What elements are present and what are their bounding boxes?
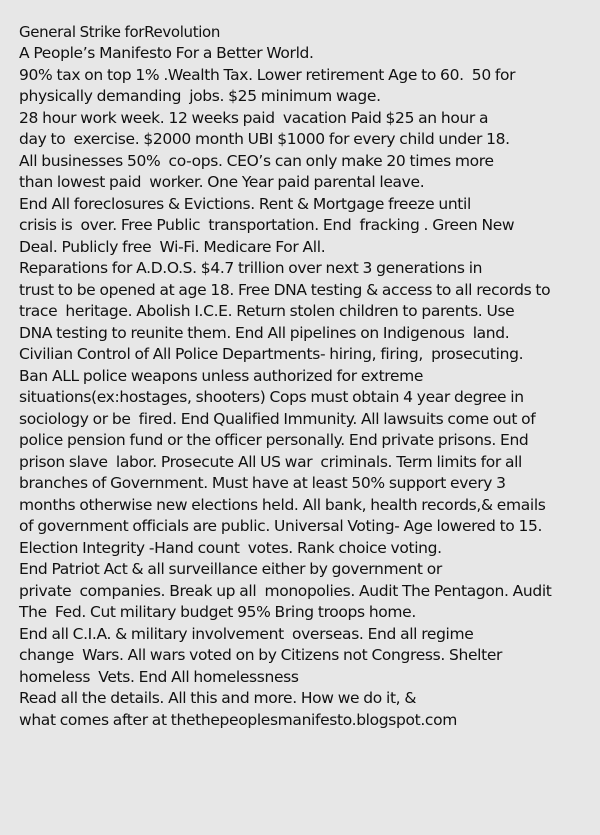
text-line-10: Deal. Publicly free Wi-Fi. Medicare For All. — [19, 237, 326, 256]
text-line-12: trust to be opened at age 18. Free DNA testing & access to all records to — [19, 280, 551, 299]
text-line-32: what comes after at thethepeoplesmanifesto.blogspot.com — [19, 710, 457, 729]
text-line-22: months otherwise new elections held. All bank, health records,& emails — [19, 495, 546, 514]
text-line-20: prison slave labor. Prosecute All US war criminals. Term limits for all — [19, 452, 523, 471]
text-line-23: of government officials are public. Universal Voting- Age lowered to 15. — [19, 517, 543, 535]
document-title: General Strike forRevolution — [19, 23, 221, 41]
text-line-8: End All foreclosures & Evictions. Rent & Mortgage freeze until — [19, 194, 471, 213]
text-line-16: Ban ALL police weapons unless authorized for extreme — [19, 366, 424, 385]
text-line-25: End Patriot Act & all surveillance either by government or — [19, 560, 442, 578]
text-line-14: DNA testing to reunite them. End All pipelines on Indigenous land. — [19, 323, 510, 342]
text-line-7: than lowest paid worker. One Year paid parental leave. — [19, 173, 425, 191]
text-line-24: Election Integrity -Hand count votes. Rank choice voting. — [19, 538, 442, 557]
text-line-31: Read all the details. All this and more. How we do it, & — [19, 689, 417, 707]
text-line-1: A People’s Manifesto For a Better World. — [19, 44, 314, 62]
text-line-26: private companies. Break up all monopolies. Audit The Pentagon. Audit — [19, 581, 552, 600]
text-line-9: crisis is over. Free Public transportation. End fracking . Green New — [19, 216, 515, 234]
text-line-3: physically demanding jobs. $25 minimum wage. — [19, 87, 381, 105]
text-line-28: End all C.I.A. & military involvement overseas. End all regime — [19, 624, 474, 643]
text-line-2: 90% tax on top 1% .Wealth Tax. Lower retirement Age to 60. 50 for — [19, 65, 516, 84]
text-line-15: Civilian Control of All Police Departments- hiring, firing, prosecuting. — [19, 345, 524, 363]
text-line-29: change Wars. All wars voted on by Citizens not Congress. Shelter — [19, 646, 503, 664]
text-line-19: police pension fund or the officer personally. End private prisons. End — [19, 431, 529, 449]
text-line-5: day to exercise. $2000 month UBI $1000 for every child under 18. — [19, 130, 510, 148]
text-line-6: All businesses 50% co-ops. CEO’s can only make 20 times more — [19, 151, 494, 170]
text-line-13: trace heritage. Abolish I.C.E. Return stolen children to parents. Use — [19, 302, 515, 320]
text-line-4: 28 hour work week. 12 weeks paid vacation Paid $25 an hour a — [19, 108, 489, 127]
text-line-18: sociology or be fired. End Qualified Immunity. All lawsuits come out of — [19, 409, 536, 428]
text-line-21: branches of Government. Must have at least 50% support every 3 — [19, 474, 506, 492]
text-line-17: situations(ex:hostages, shooters) Cops must obtain 4 year degree in — [19, 388, 524, 406]
text-line-27: The Fed. Cut military budget 95% Bring troops home. — [19, 603, 416, 621]
text-line-11: Reparations for A.D.O.S. $4.7 trillion over next 3 generations in — [19, 259, 483, 277]
text-line-30: homeless Vets. End All homelessness — [19, 667, 299, 686]
manifesto-text-block — [19, 22, 594, 731]
